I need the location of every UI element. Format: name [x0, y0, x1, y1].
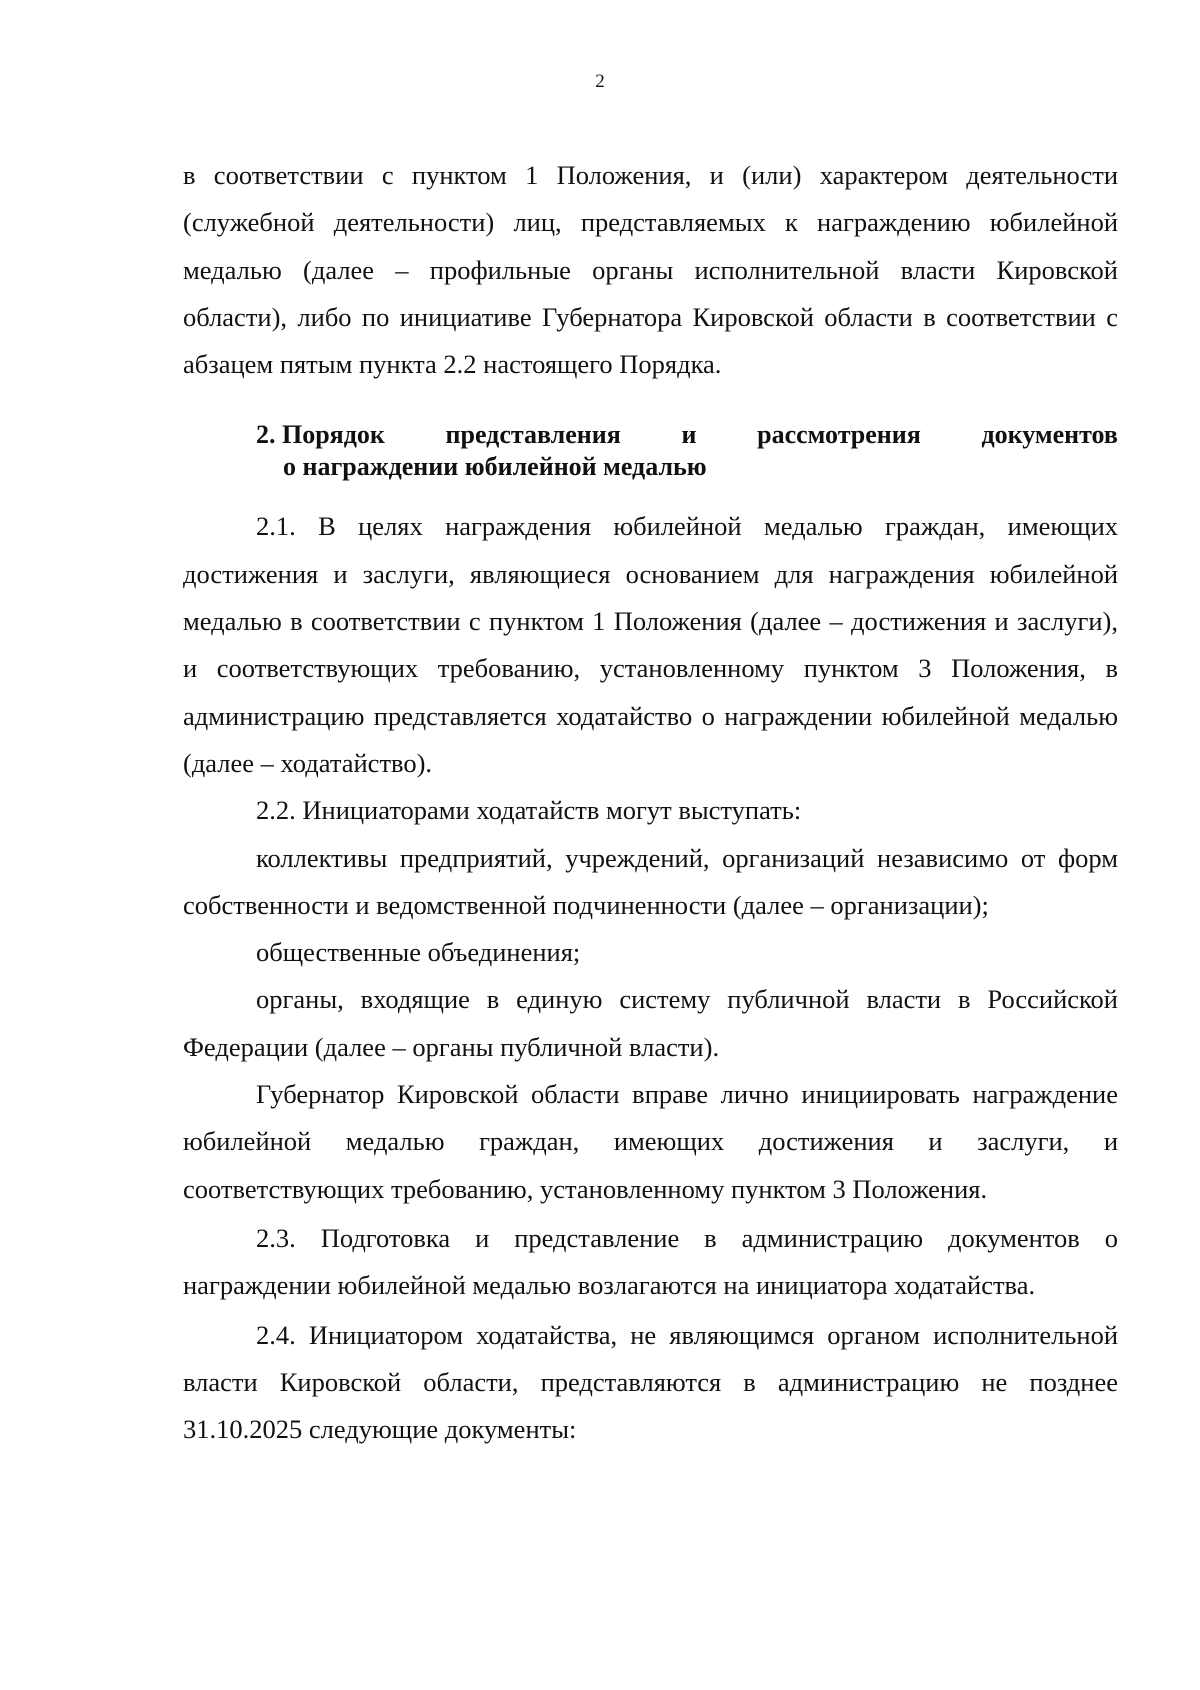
- heading-word: документов: [981, 420, 1118, 450]
- list-item-organizations: коллективы предприятий, учреждений, организаций независимо от форм собственности и ведомственной подчиненности (далее – организации);: [183, 842, 1118, 920]
- heading-word: представления: [445, 420, 621, 450]
- section-heading: [183, 419, 1118, 483]
- paragraph-2-2: 2.2. Инициаторами ходатайств могут выступать:: [256, 795, 802, 826]
- intro-paragraph: в соответствии с пунктом 1 Положения, и (или) характером деятельности (служебной деятельности) лиц, представляемых к награждению юбилейной медалью (далее – профильные органы исполнительной власти Кировской области), либо по инициативе Губернатора Кировской области в соответствии с абзацем пятым пункта 2.2 настоящего Порядка.: [183, 160, 1118, 380]
- heading-word: и: [681, 420, 697, 450]
- paragraph-governor: Губернатор Кировской области вправе лично инициировать награждение юбилейной медалью граждан, имеющих достижения и заслуги, и соответствующих требованию, установленному пунктом 3 Положения.: [183, 1079, 1118, 1204]
- section-heading-line-1: [256, 419, 1118, 451]
- paragraph-2-3: 2.3. Подготовка и представление в администрацию документов о награждении юбилейной медалью возлагаются на инициатора ходатайства.: [183, 1222, 1118, 1301]
- page-number: 2: [595, 71, 605, 92]
- heading-word: рассмотрения: [757, 420, 921, 450]
- paragraph-2-4: 2.4. Инициатором ходатайства, не являющимся органом исполнительной власти Кировской области, представляются в администрацию не позднее 31.10.2025 следующие документы:: [183, 1319, 1118, 1445]
- heading-word: 2. Порядок: [256, 420, 385, 450]
- section-heading-line-2: о награждении юбилейной медалью: [283, 452, 707, 482]
- list-item-public-authorities: органы, входящие в единую систему публичной власти в Российской Федерации (далее – органы публичной власти).: [183, 984, 1118, 1062]
- paragraph-2-1: 2.1. В целях награждения юбилейной медалью граждан, имеющих достижения и заслуги, являющиеся основанием для награждения юбилейной медалью в соответствии с пунктом 1 Положения (далее – достижения и заслуги), и соответствующих требованию, установленному пунктом 3 Положения, в администрацию представляется ходатайство о награждении юбилейной медалью (далее – ходатайство).: [183, 511, 1118, 778]
- list-item-public-associations: общественные объединения;: [256, 937, 581, 968]
- document-body: [183, 152, 1118, 1453]
